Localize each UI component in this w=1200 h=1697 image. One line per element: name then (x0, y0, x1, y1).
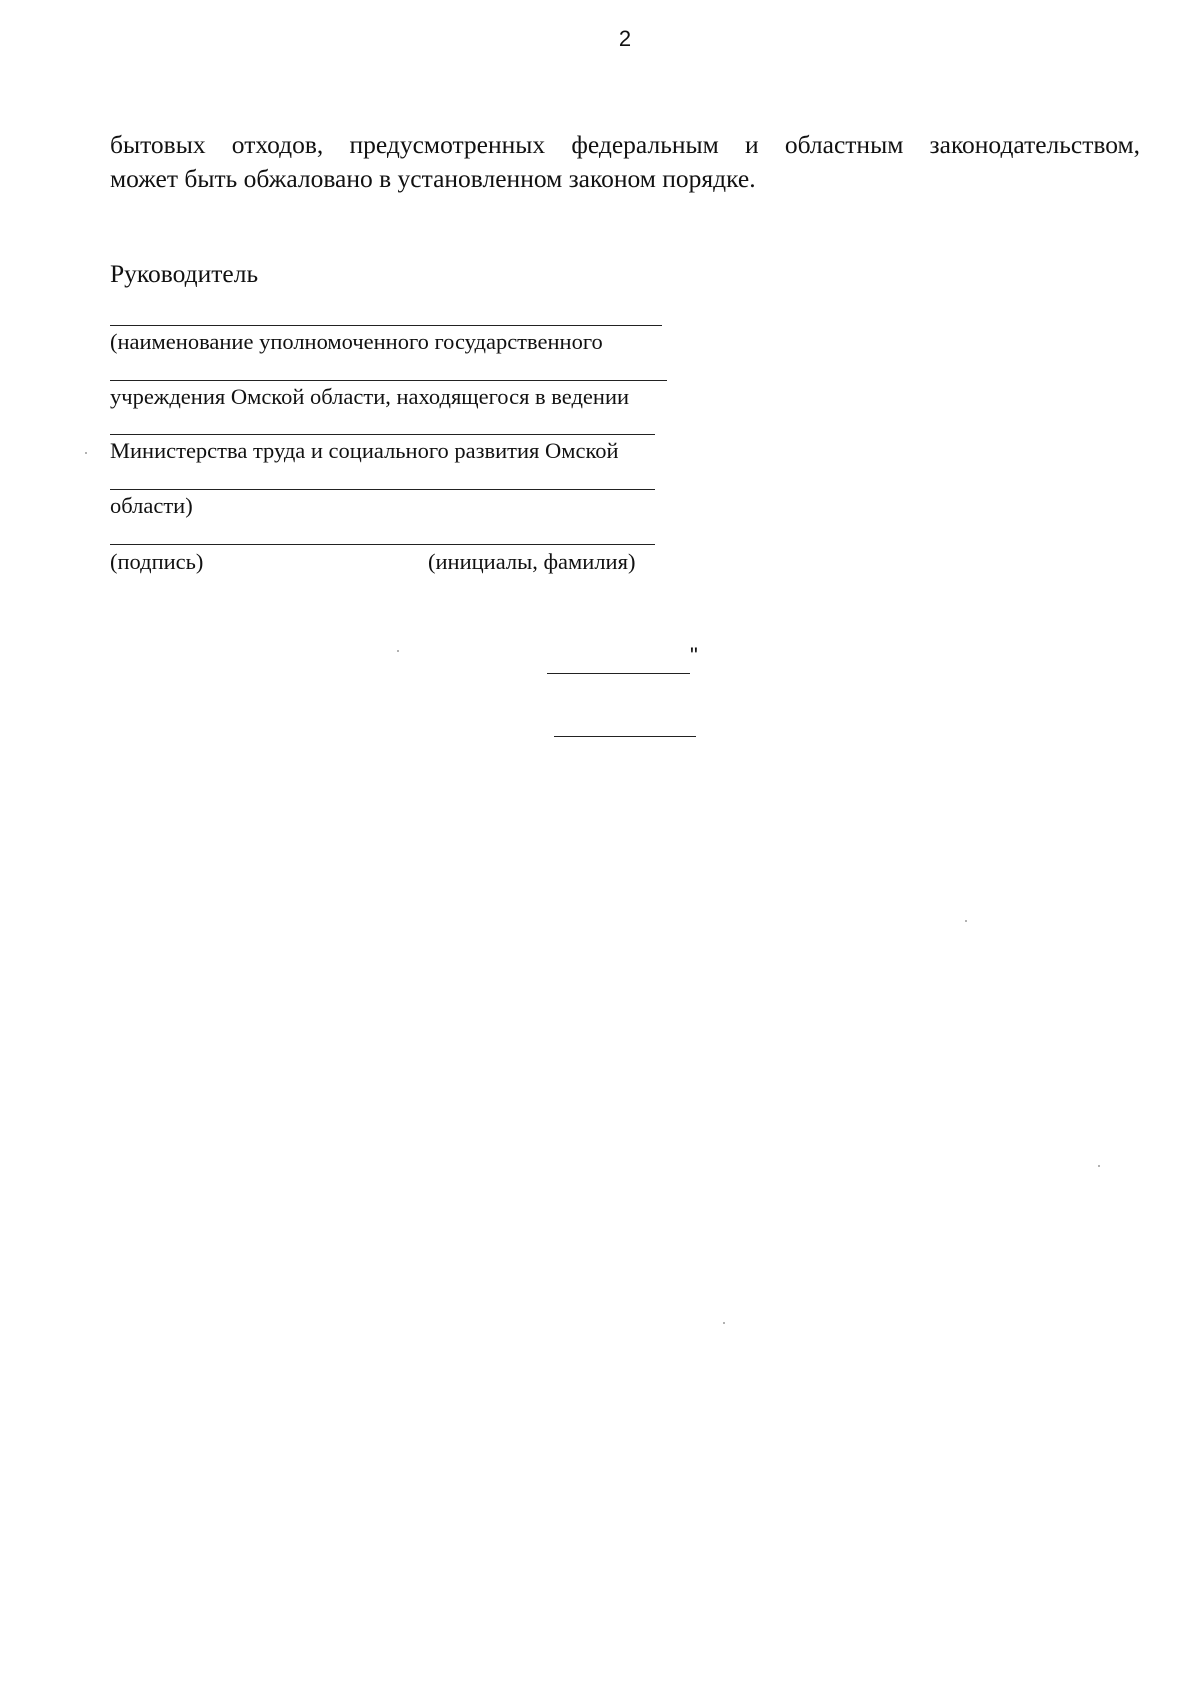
scan-speck (965, 920, 967, 922)
scan-speck (397, 650, 399, 652)
caption-line-2: учреждения Омской области, находящегося в ведении (110, 384, 630, 409)
date-quote-mark: " (690, 643, 698, 668)
caption-line-1: (наименование уполномоченного государственного (110, 329, 603, 354)
fill-line-2 (110, 380, 667, 381)
fill-line-signature (110, 544, 655, 545)
body-line-2: может быть обжаловано в установленном законом порядке. (110, 164, 756, 193)
date-line-2 (554, 736, 696, 737)
signature-label: (подпись) (110, 549, 204, 574)
date-line-1 (547, 673, 690, 674)
scan-speck (723, 1322, 725, 1324)
scan-speck (85, 452, 87, 454)
signature-title: Руководитель (110, 259, 259, 288)
caption-line-4: области) (110, 493, 193, 518)
name-label: (инициалы, фамилия) (428, 549, 636, 574)
scan-speck (1098, 1165, 1100, 1167)
fill-line-4 (110, 489, 655, 490)
body-line-1: бытовых отходов, предусмотренных федеральным и областным законодательством, (110, 130, 1140, 159)
fill-line-1 (110, 325, 662, 326)
fill-line-3 (110, 434, 655, 435)
page-number: 2 (618, 26, 632, 51)
caption-line-3: Министерства труда и социального развития Омской (110, 438, 619, 463)
body-paragraph (110, 128, 1140, 196)
